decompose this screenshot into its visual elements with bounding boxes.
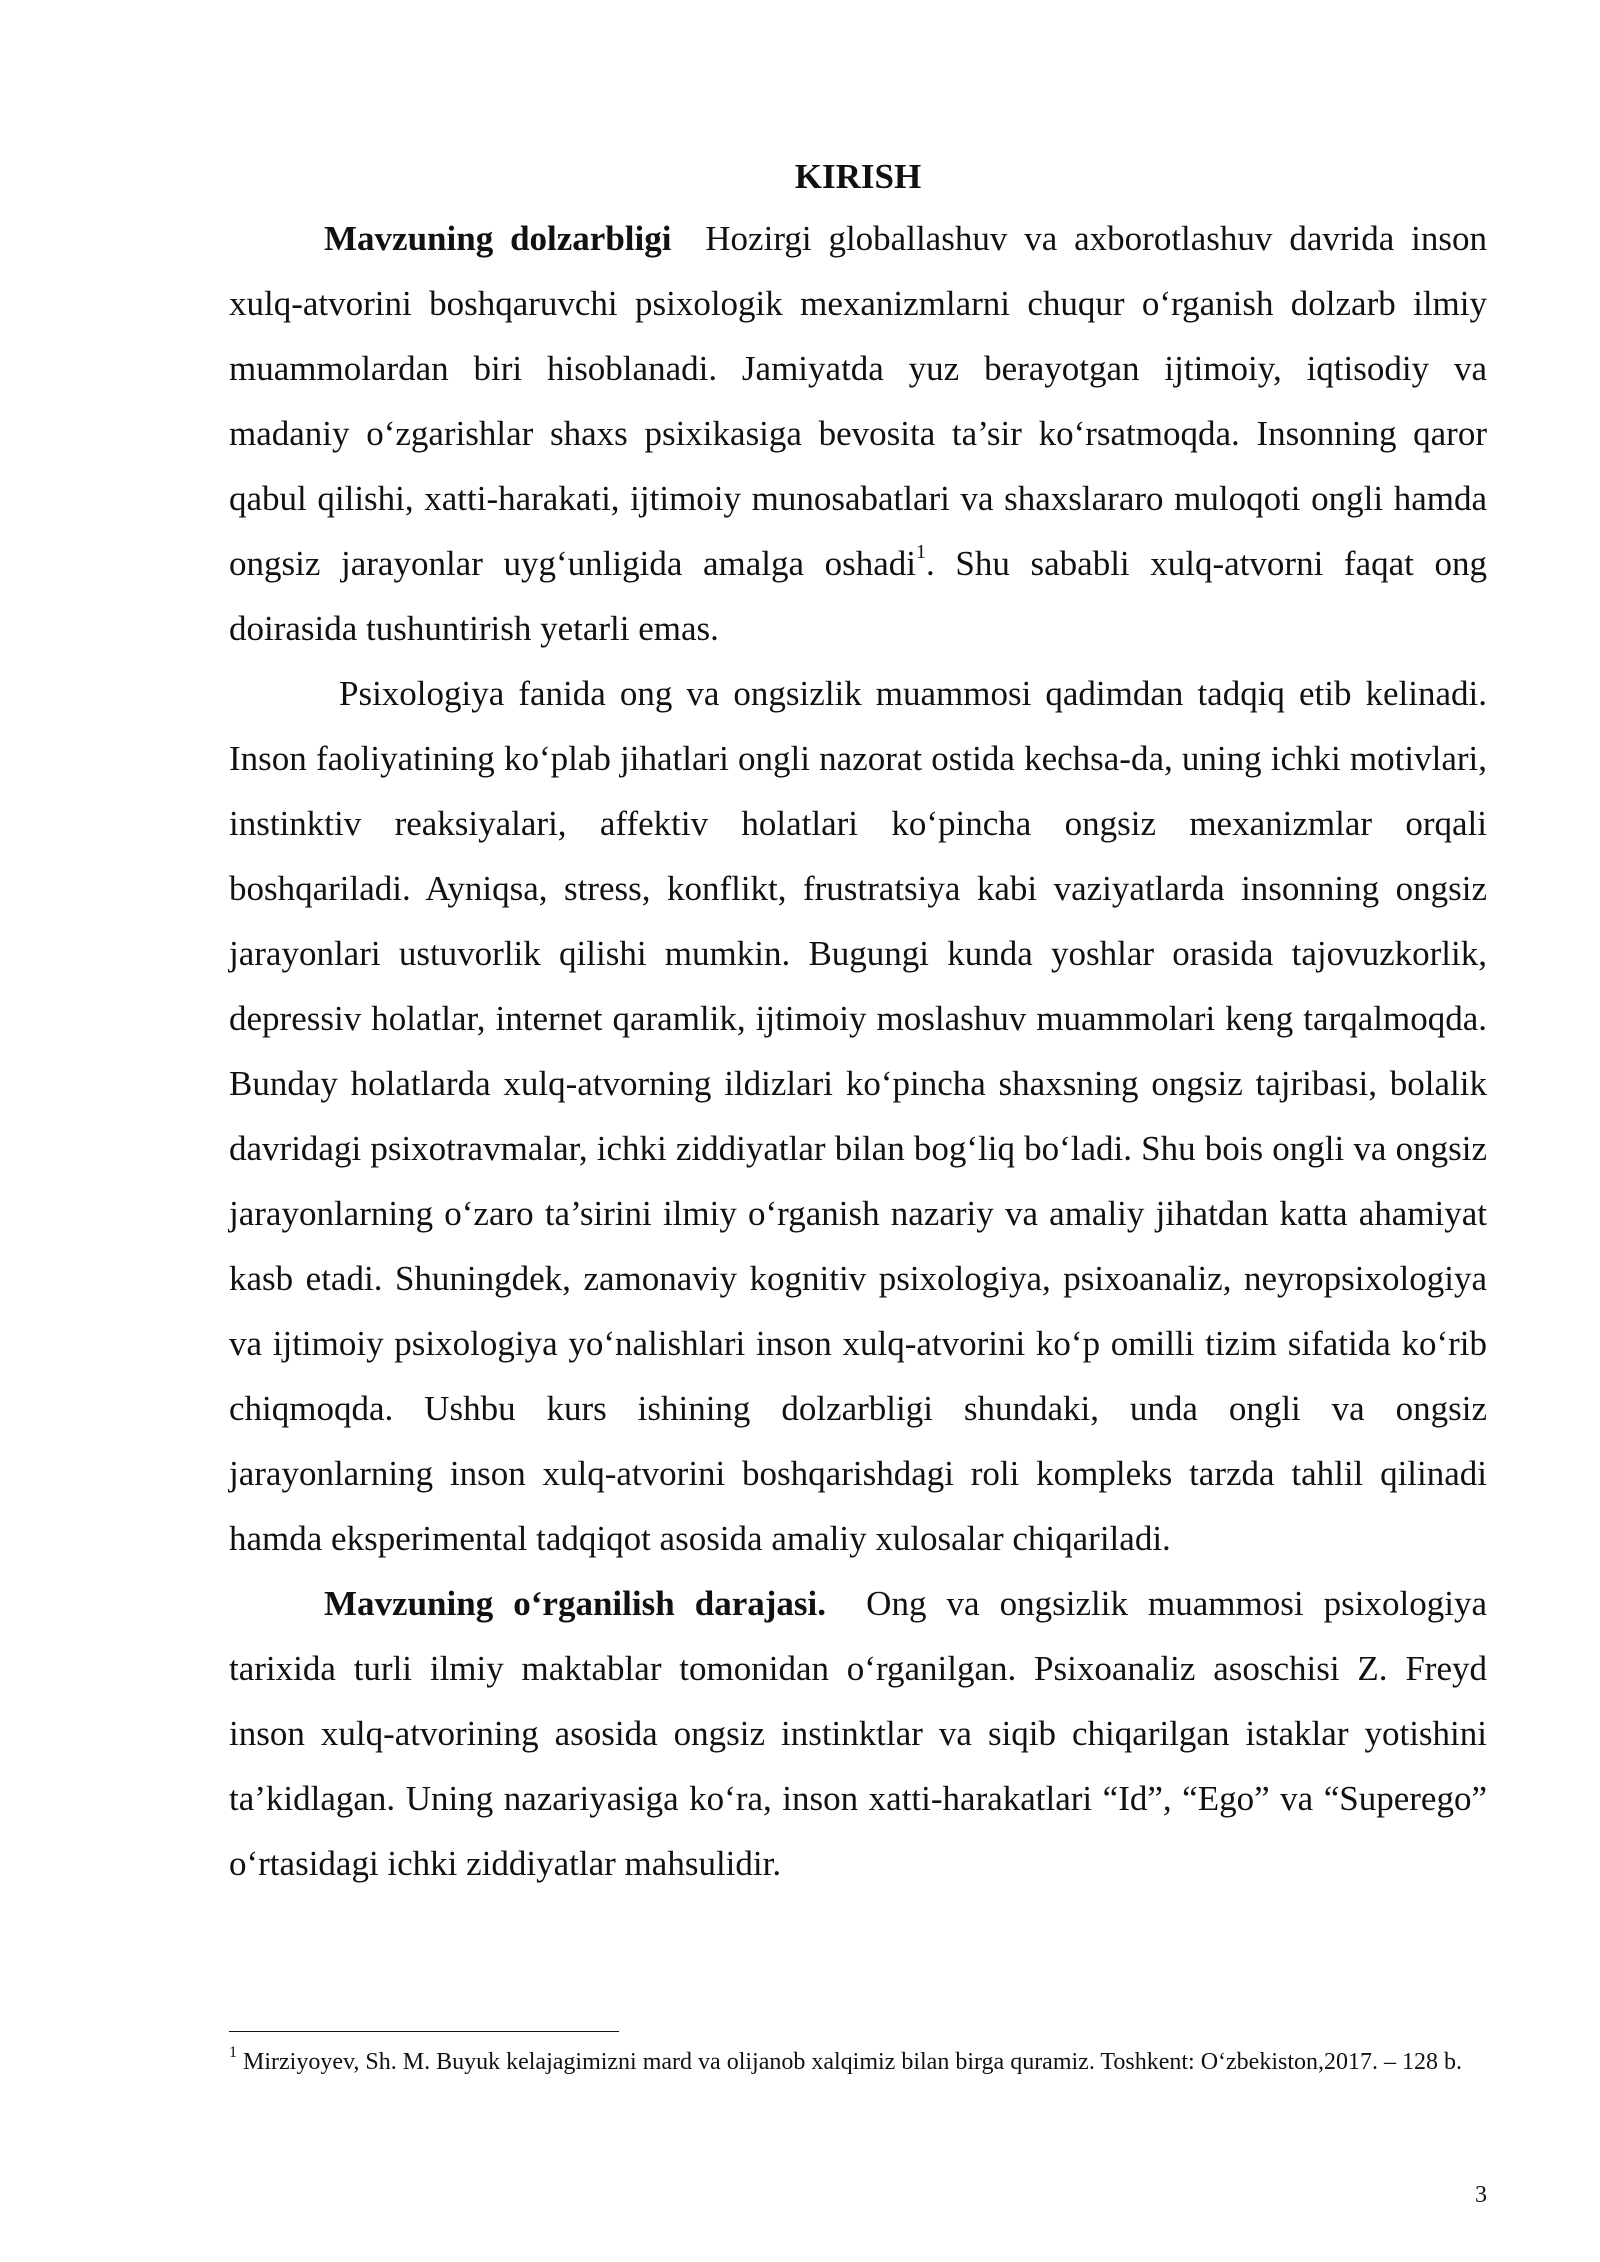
page-number: 3 — [1475, 2182, 1487, 2208]
footnote-reference[interactable]: 1 — [916, 541, 927, 564]
footnote-number: 1 — [229, 2044, 237, 2061]
main-text — [229, 148, 1487, 1896]
footnote — [229, 2045, 1487, 2079]
paragraph-study-level-title: Mavzuning o‘rganilish darajasi. — [324, 1584, 827, 1623]
paragraph-psychology: Psixologiya fanida ong va ongsizlik muammosi qadimdan tadqiq etib kelinadi. Inson faoliyatining ko‘plab jihatlari ongli nazorat ostida kechsa-da, uning ichki motivlari, instinktiv reaksiyalari, affektiv holatlari ko‘pincha ongsiz mexanizmlar orqali boshqariladi. Ayniqsa, stress, konflikt, frustratsiya kabi vaziyatlarda insonning ongsiz jarayonlari ustuvorlik qilishi mumkin. Bugungi kunda yoshlar orasida tajovuzkorlik, depressiv holatlar, internet qaramlik, ijtimoiy moslashuv muammolari keng tarqalmoqda. Bunday holatlarda xulq-atvorning ildizlari ko‘pincha shaxsning ongsiz tajribasi, bolalik davridagi psixotravmalar, ichki ziddiyatlar bilan bog‘liq bo‘ladi. Shu bois ongli va ongsiz jarayonlarning o‘zaro ta’sirini ilmiy o‘rganish nazariy va amaliy jihatdan katta ahamiyat kasb etadi. Shuningdek, zamonaviy kognitiv psixologiya, psixoanaliz, neyropsixologiya va ijtimoiy psixologiya yo‘nalishlari inson xulq-atvorini ko‘p omilli tizim sifatida ko‘rib chiqmoqda. Ushbu kurs ishining dolzarbligi shundaki, unda ongli va ongsiz jarayonlarning inson xulq-atvorini boshqarishdagi roli kompleks tarzda tahlil qilinadi hamda eksperimental tadqiqot asosida amaliy xulosalar chiqariladi. — [229, 674, 1487, 1558]
footnote-separator — [229, 2031, 619, 2032]
paragraph-relevance — [229, 206, 1487, 661]
paragraph-relevance-title: Mavzuning dolzarbligi — [324, 219, 672, 258]
paragraph-relevance-text: Hozirgi globallashuv va axborotlashuv davrida inson xulq-atvorini boshqaruvchi psixologik mexanizmlarni chuqur o‘rganish dolzarb ilmiy muammolardan biri hisoblanadi. Jamiyatda yuz berayotgan ijtimoiy, iqtisodiy va madaniy o‘zgarishlar shaxs psixikasiga bevosita ta’sir ko‘rsatmoqda. Insonning qaror qabul qilishi, xatti-harakati, ijtimoiy munosabatlari va shaxslararo muloqoti ongli hamda ongsiz jarayonlar uyg‘unligida amalga oshadi — [229, 219, 1488, 583]
paragraph-study-level — [229, 1571, 1487, 1896]
paragraph-study-level-text: Ong va ongsizlik muammosi psixologiya tarixida turli ilmiy maktablar tomonidan o‘rganilgan. Psixoanaliz asoschisi Z. Freyd inson xulq-atvorining asosida ongsiz instinktlar va siqib chiqarilgan istaklar yotishini ta’kidlagan. Uning nazariyasiga ko‘ra, inson xatti-harakatlari “Id”, “Ego” va “Superego” o‘rtasidagi ichki ziddiyatlar mahsulidir. — [229, 1584, 1487, 1883]
paragraph-relevance-text-end: . Shu sababli xulq-atvorni faqat ong doirasida tushuntirish yetarli emas. — [229, 544, 1487, 648]
section-heading: KIRISH — [794, 157, 922, 196]
footnote-text: Mirziyoyev, Sh. M. Buyuk kelajagimizni mard va olijanob xalqimiz bilan birga quramiz. Toshkent: O‘zbekiston,2017. – 128 b. — [243, 2049, 1463, 2075]
